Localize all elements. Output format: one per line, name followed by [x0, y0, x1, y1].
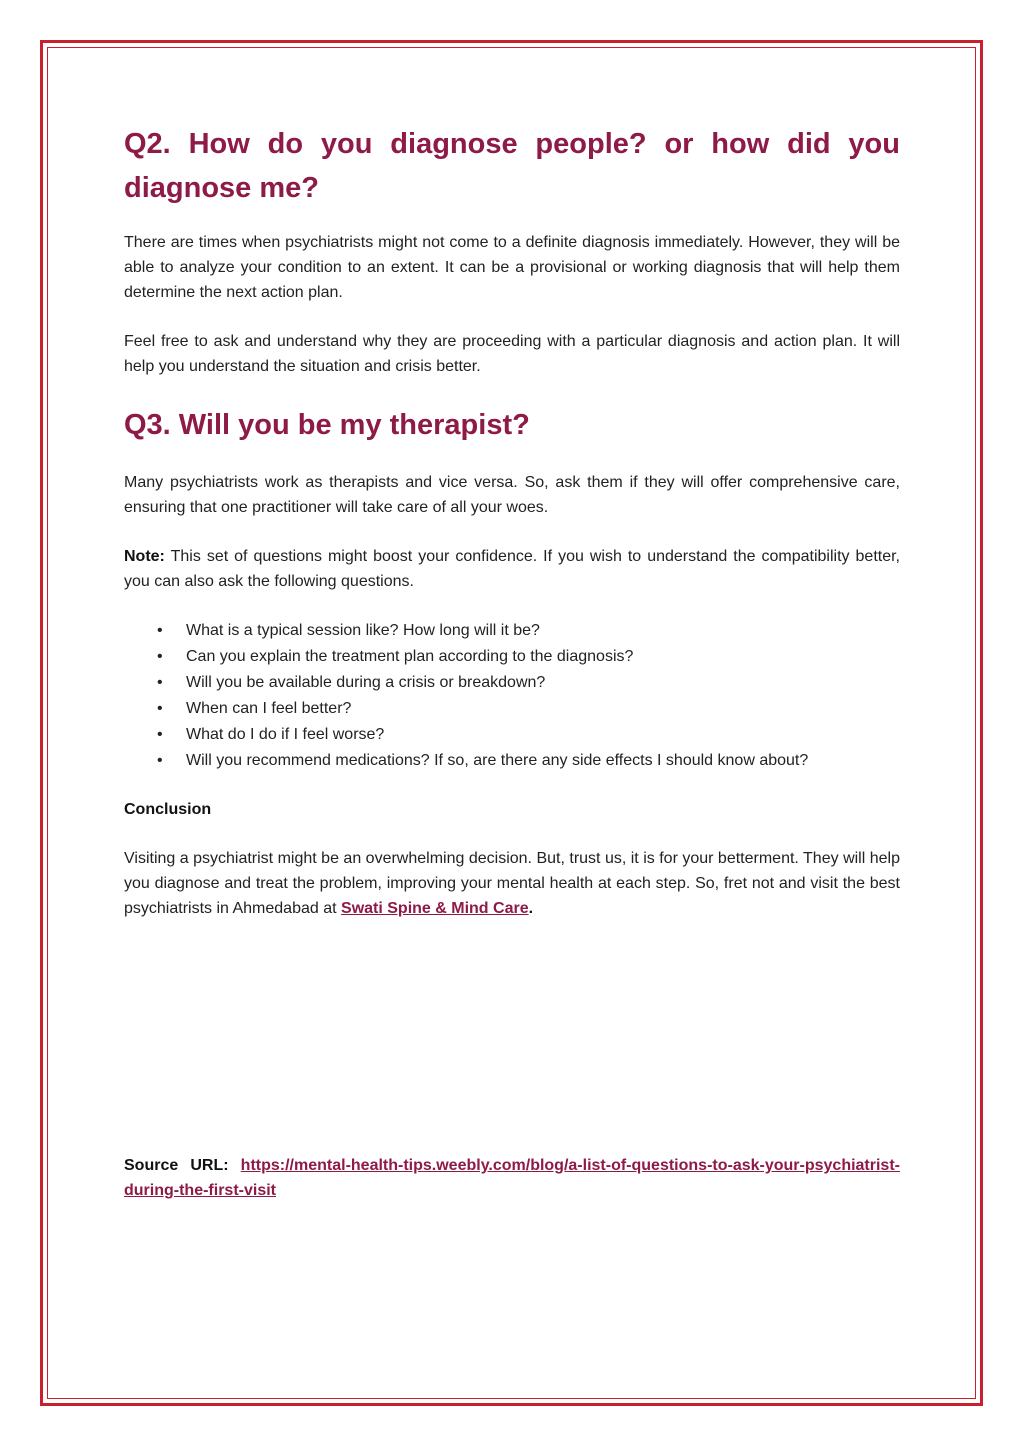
source-label: Source URL:	[124, 1157, 229, 1174]
swati-spine-mind-care-link[interactable]: Swati Spine & Mind Care	[341, 900, 529, 917]
source-line	[124, 1153, 900, 1203]
list-item-text: When can I feel better?	[186, 700, 352, 717]
list-item	[124, 748, 900, 774]
conclusion-end-punct: .	[528, 900, 534, 917]
list-item	[124, 722, 900, 748]
note-paragraph	[124, 544, 900, 594]
q3-paragraph: Many psychiatrists work as therapists and vice versa. So, ask them if they will offer comprehensive care, ensuring that one practitioner will take care of all your woes.	[124, 474, 900, 516]
list-item-text: What do I do if I feel worse?	[186, 726, 385, 743]
source-url-link[interactable]: https://mental-health-tips.weebly.com/blog/a-list-of-questions-to-ask-your-psychiatrist-during-the-first-visit	[124, 1157, 900, 1199]
list-item-text: Will you recommend medications? If so, are there any side effects I should know about?	[186, 752, 809, 769]
bullet-icon: •	[157, 622, 163, 639]
document-body	[124, 122, 900, 921]
conclusion-text: Visiting a psychiatrist might be an overwhelming decision. But, trust us, it is for your betterment. They will help you diagnose and treat the problem, improving your mental health at each step. So, fret not and visit the best psychiatrists in Ahmedabad at	[124, 850, 900, 917]
note-label: Note:	[124, 548, 165, 565]
note-text: This set of questions might boost your confidence. If you wish to understand the compatibility better, you can also ask the following questions.	[124, 548, 900, 590]
list-item	[124, 644, 900, 670]
question-list	[124, 618, 900, 774]
list-item	[124, 670, 900, 696]
list-item-text: Will you be available during a crisis or breakdown?	[186, 674, 546, 691]
q3-heading: Q3. Will you be my therapist?	[124, 409, 530, 441]
bullet-icon: •	[157, 726, 163, 743]
list-item	[124, 618, 900, 644]
conclusion-heading: Conclusion	[124, 801, 212, 818]
q2-heading: Q2. How do you diagnose people? or how did you diagnose me?	[124, 128, 900, 204]
bullet-icon: •	[157, 648, 163, 665]
conclusion-paragraph	[124, 846, 900, 921]
bullet-icon: •	[157, 700, 163, 717]
list-item-text: Can you explain the treatment plan according to the diagnosis?	[186, 648, 634, 665]
q2-paragraph-1: There are times when psychiatrists might not come to a definite diagnosis immediately. However, they will be able to analyze your condition to an extent. It can be a provisional or working diagnosis that will help them determine the next action plan.	[124, 234, 900, 301]
bullet-icon: •	[157, 752, 163, 769]
list-item-text: What is a typical session like? How long will it be?	[186, 622, 540, 639]
q2-paragraph-2: Feel free to ask and understand why they are proceeding with a particular diagnosis and action plan. It will help you understand the situation and crisis better.	[124, 333, 900, 375]
list-item	[124, 696, 900, 722]
bullet-icon: •	[157, 674, 163, 691]
